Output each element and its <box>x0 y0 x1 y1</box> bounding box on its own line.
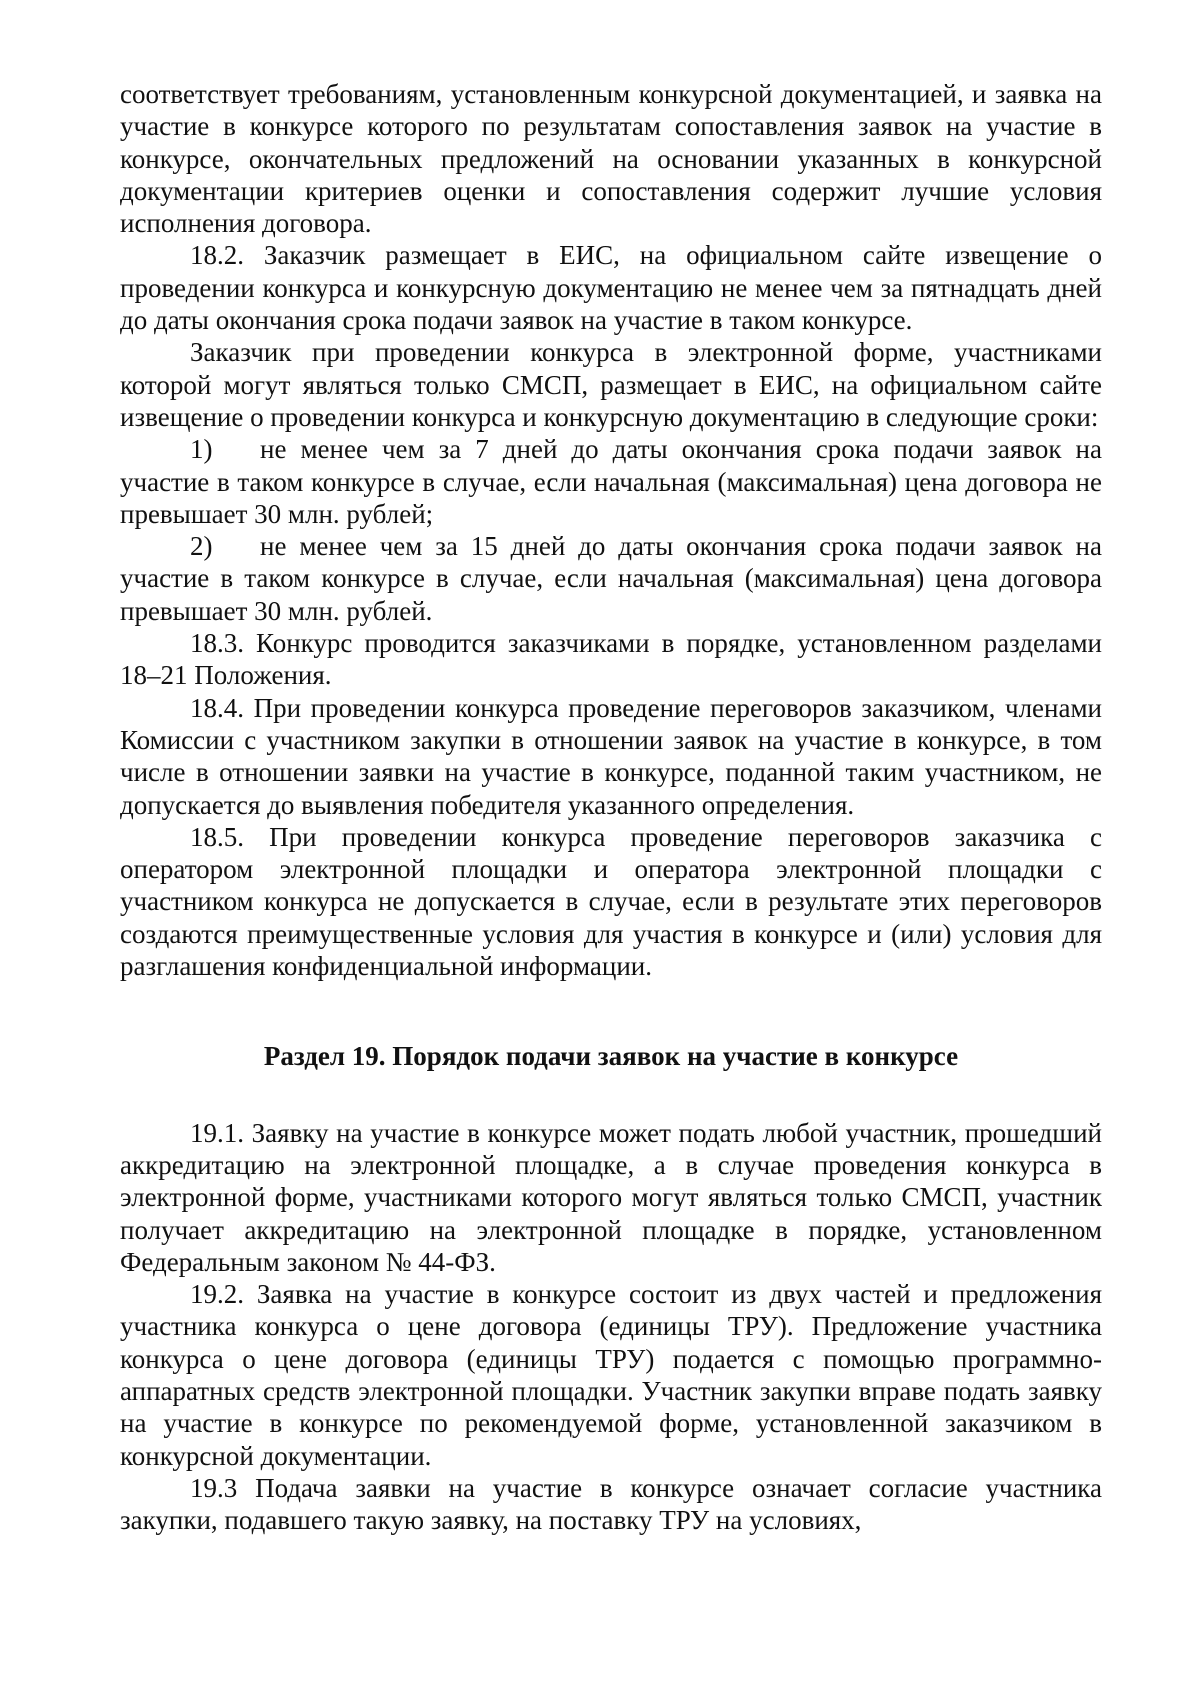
list-item <box>120 530 1102 627</box>
paragraph-19-2: 19.2. Заявка на участие в конкурсе состоит из двух частей и предложения участника конкурса о цене договора (единицы ТРУ). Предложение участника конкурса о цене договора (единицы ТРУ) подается с помощью программно-аппаратных средств электронной площадки. Участник закупки вправе подать заявку на участие в конкурсе по рекомендуемой форме, установленной заказчиком в конкурсной документации. <box>120 1279 1102 1471</box>
document-body <box>120 78 1102 1536</box>
paragraph-smsp-terms: Заказчик при проведении конкурса в электронной форме, участниками которой могут являться только СМСП, размещает в ЕИС, на официальном сайте извещение о проведении конкурса и конкурсную документацию в следующие сроки: <box>120 337 1102 432</box>
paragraph-19-1: 19.1. Заявку на участие в конкурсе может подать любой участник, прошедший аккредитацию на электронной площадке, а в случае проведения конкурса в электронной форме, участниками которого могут являться только СМСП, участник получает аккредитацию на электронной площадке в порядке, установленном Федеральным законом № 44-ФЗ. <box>120 1117 1102 1277</box>
paragraph-18-4: 18.4. При проведении конкурса проведение переговоров заказчиком, членами Комиссии с участником закупки в отношении заявок на участие в конкурсе, в том числе в отношении заявки на участие в конкурсе, поданной таким участником, не допускается до выявления победителя указанного определения. <box>120 692 1102 820</box>
list-item <box>120 433 1102 530</box>
paragraph-18-5: 18.5. При проведении конкурса проведение переговоров заказчика с оператором электронной площадки и оператора электронной площадки с участником конкурса не допускается в случае, если в результате этих переговоров создаются преимущественные условия для участия в конкурсе и (или) условия для разглашения конфиденциальной информации. <box>120 821 1102 982</box>
list-item-number: 2) <box>190 531 213 562</box>
list-item-text: не менее чем за 7 дней до даты окончания срока подачи заявок на участие в таком конкурсе в случае, если начальная (максимальная) цена договора не превышает 30 млн. рублей; <box>120 434 1102 529</box>
list-item-number: 1) <box>190 434 213 465</box>
paragraph-19-3: 19.3 Подача заявки на участие в конкурсе означает согласие участника закупки, подавшего такую заявку, на поставку ТРУ на условиях, <box>120 1472 1102 1536</box>
paragraph-continuation: соответствует требованиям, установленным конкурсной документацией, и заявка на участие в конкурсе которого по результатам сопоставления заявок на участие в конкурсе, окончательных предложений на основании указанных в конкурсной документации критериев оценки и сопоставления содержит лучшие условия исполнения договора. <box>120 79 1102 239</box>
paragraph-18-2: 18.2. Заказчик размещает в ЕИС, на официальном сайте извещение о проведении конкурса и конкурсную документацию не менее чем за пятнадцать дней до даты окончания срока подачи заявок на участие в таком конкурсе. <box>120 240 1102 336</box>
section-title: Раздел 19. Порядок подачи заявок на участие в конкурсе <box>263 1041 959 1072</box>
list-item-text: не менее чем за 15 дней до даты окончания срока подачи заявок на участие в таком конкурсе в случае, если начальная (максимальная) цена договора превышает 30 млн. рублей. <box>120 531 1102 626</box>
paragraph-18-3: 18.3. Конкурс проводится заказчиками в порядке, установленном разделами 18–21 Положения. <box>120 628 1102 691</box>
